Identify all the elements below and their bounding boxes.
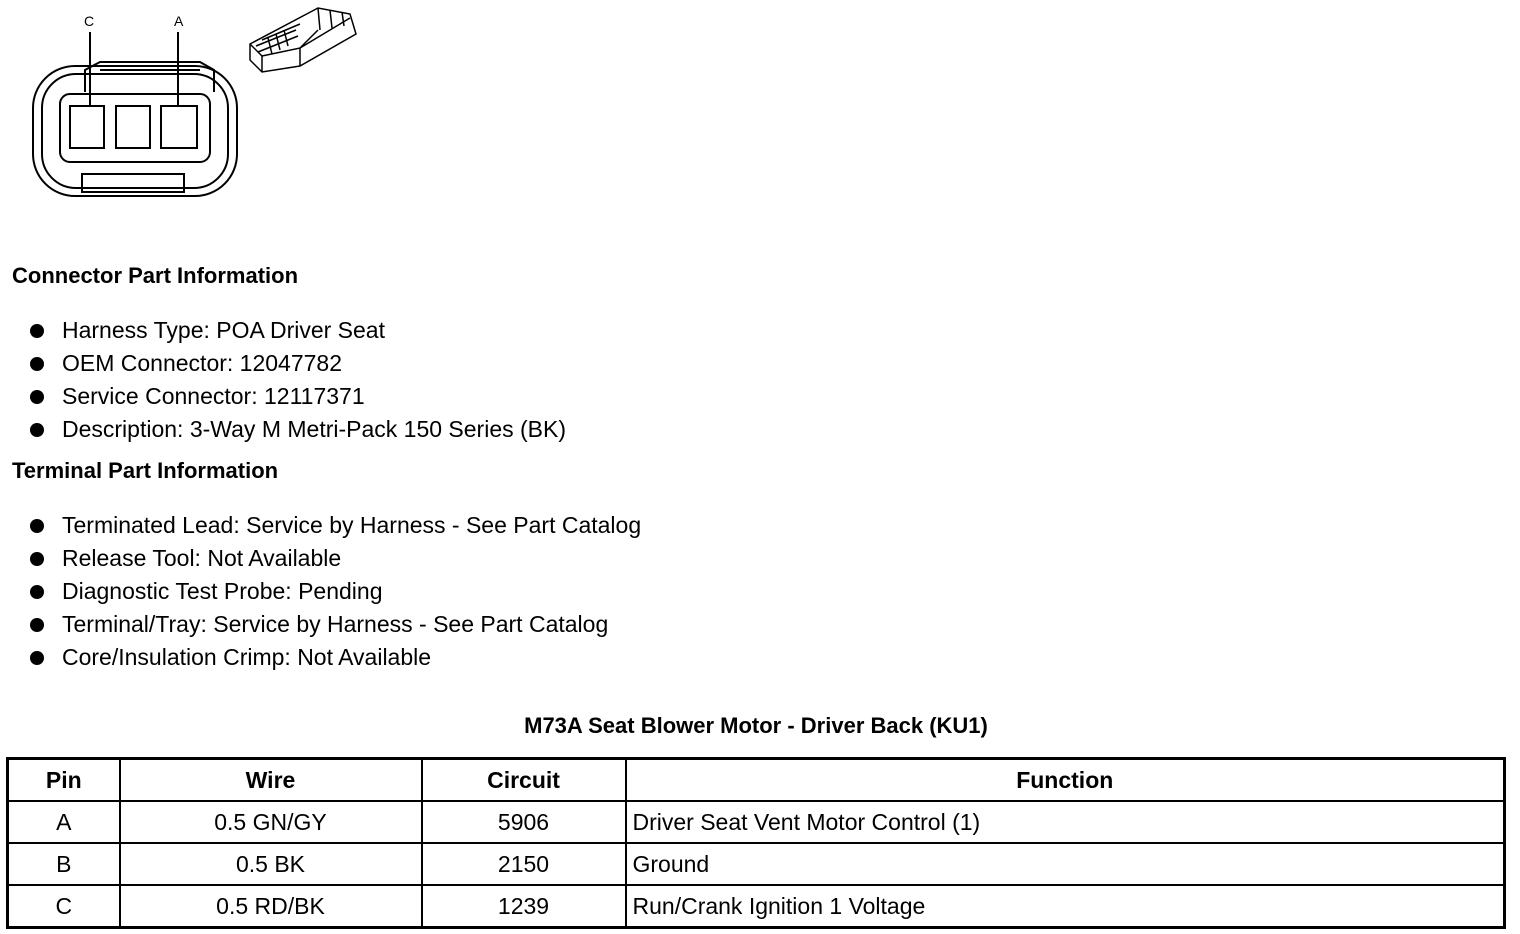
header-wire: Wire	[120, 759, 422, 802]
bullet-icon	[30, 618, 44, 632]
cell-wire: 0.5 GN/GY	[120, 801, 422, 843]
list-item: Release Tool: Not Available	[28, 542, 641, 575]
list-item: Core/Insulation Crimp: Not Available	[28, 641, 641, 674]
bullet-icon	[30, 390, 44, 404]
cavity-b	[116, 106, 150, 148]
cell-function: Run/Crank Ignition 1 Voltage	[626, 885, 1505, 928]
terminal-info-list	[28, 509, 641, 674]
cell-pin: A	[8, 801, 120, 843]
table-row	[8, 801, 1505, 843]
cell-circuit: 2150	[422, 843, 626, 885]
pin-label-a: A	[174, 13, 184, 29]
cell-circuit: 1239	[422, 885, 626, 928]
bullet-icon	[30, 651, 44, 665]
list-item: Description: 3-Way M Metri-Pack 150 Series (BK)	[28, 413, 566, 446]
list-item: Terminated Lead: Service by Harness - See Part Catalog	[28, 509, 641, 542]
bullet-icon	[30, 519, 44, 533]
connector-isometric-image	[250, 8, 356, 72]
connector-key	[82, 174, 184, 192]
cell-wire: 0.5 BK	[120, 843, 422, 885]
header-circuit: Circuit	[422, 759, 626, 802]
table-row	[8, 885, 1505, 928]
cavity-frame	[60, 94, 210, 162]
cell-wire: 0.5 RD/BK	[120, 885, 422, 928]
list-item: Diagnostic Test Probe: Pending	[28, 575, 641, 608]
list-item: Service Connector: 12117371	[28, 380, 566, 413]
cavity-a	[161, 106, 197, 148]
list-item: Harness Type: POA Driver Seat	[28, 314, 566, 347]
connector-info-list	[28, 314, 566, 446]
connector-info-title: Connector Part Information	[12, 263, 299, 288]
bullet-icon	[30, 552, 44, 566]
list-item: OEM Connector: 12047782	[28, 347, 566, 380]
connector-housing	[33, 66, 237, 196]
bullet-icon	[30, 585, 44, 599]
table-header-row	[8, 759, 1505, 802]
terminal-info-title: Terminal Part Information	[12, 458, 279, 483]
table-row	[8, 843, 1505, 885]
cell-pin: B	[8, 843, 120, 885]
pin-table-title: M73A Seat Blower Motor - Driver Back (KU1)	[524, 713, 988, 738]
bullet-icon	[30, 357, 44, 371]
cell-function: Ground	[626, 843, 1505, 885]
cell-pin: C	[8, 885, 120, 928]
cell-function: Driver Seat Vent Motor Control (1)	[626, 801, 1505, 843]
cell-circuit: 5906	[422, 801, 626, 843]
header-pin: Pin	[8, 759, 120, 802]
cavity-c	[70, 106, 104, 148]
pin-table	[6, 757, 1506, 929]
list-item: Terminal/Tray: Service by Harness - See Part Catalog	[28, 608, 641, 641]
pin-label-c: C	[84, 13, 95, 29]
bullet-icon	[30, 423, 44, 437]
connector-diagram	[0, 0, 380, 210]
header-function: Function	[626, 759, 1505, 802]
bullet-icon	[30, 324, 44, 338]
